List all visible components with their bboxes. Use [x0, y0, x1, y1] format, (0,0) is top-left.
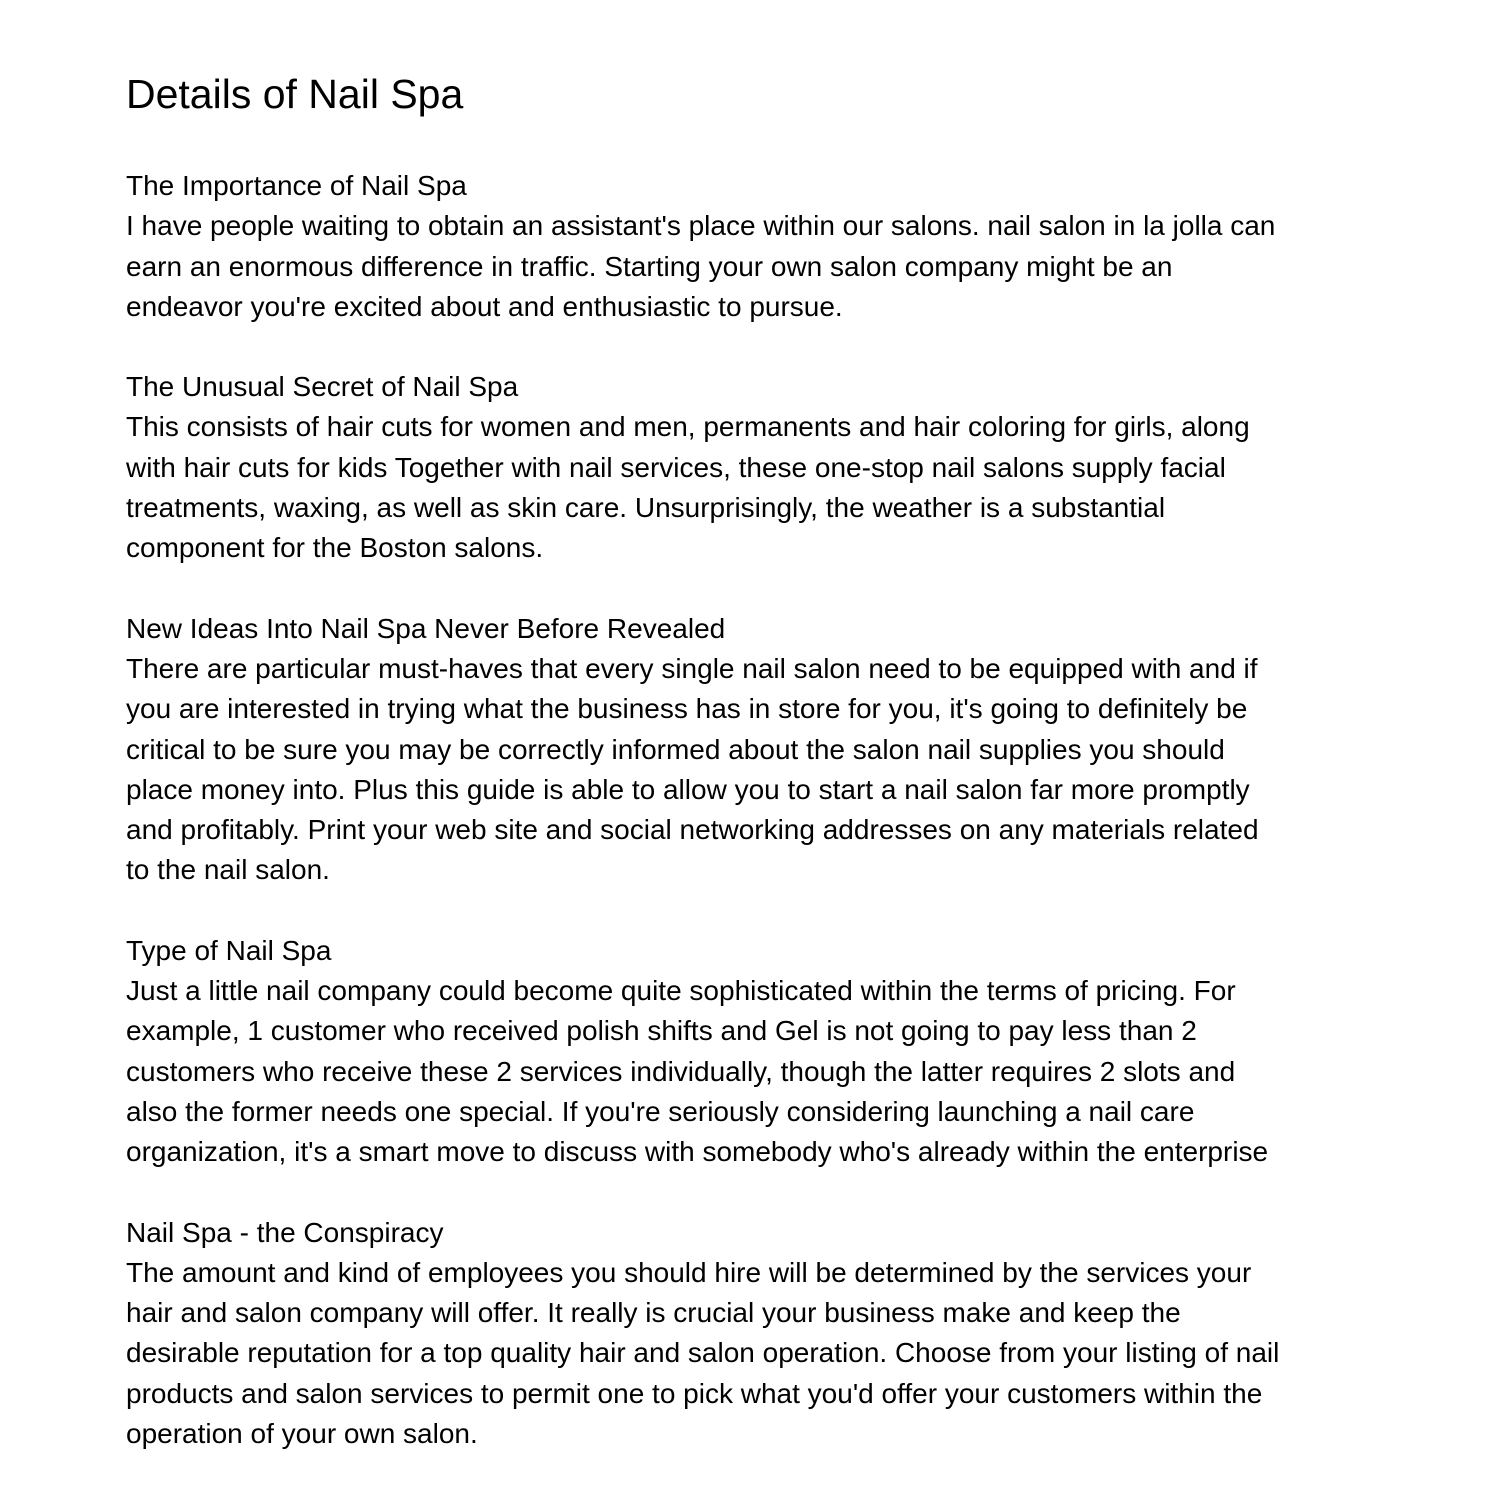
body-line: critical to be sure you may be correctly informed about the salon nail supplies you should [126, 733, 1225, 765]
body-line: I have people waiting to obtain an assistant's place within our salons. nail salon in la jolla can [126, 210, 1276, 242]
body-line: organization, it's a smart move to discuss with somebody who's already within the enterprise [126, 1136, 1269, 1168]
body-line: also the former needs one special. If you're seriously considering launching a nail care [126, 1095, 1195, 1127]
body-line: customers who receive these 2 services individually, though the latter requires 2 slots and [126, 1055, 1236, 1087]
section-body [126, 407, 1386, 568]
section-heading: New Ideas Into Nail Spa Never Before Revealed [126, 612, 726, 644]
section-body [126, 206, 1386, 327]
section [126, 931, 1386, 1173]
body-line: operation of your own salon. [126, 1418, 478, 1450]
body-line: to the nail salon. [126, 854, 330, 886]
document-page [126, 68, 1386, 1454]
section [126, 367, 1386, 568]
body-line: desirable reputation for a top quality hair and salon operation. Choose from your listing of nail [126, 1337, 1280, 1369]
section [126, 609, 1386, 891]
section-body [126, 1253, 1386, 1454]
section-body [126, 971, 1386, 1172]
section-body [126, 649, 1386, 891]
section [126, 166, 1386, 327]
body-line: hair and salon company will offer. It really is crucial your business make and keep the [126, 1297, 1181, 1329]
body-line: example, 1 customer who received polish shifts and Gel is not going to pay less than 2 [126, 1015, 1197, 1047]
body-line: endeavor you're excited about and enthusiastic to pursue. [126, 290, 843, 322]
section [126, 1213, 1386, 1455]
body-line: and profitably. Print your web site and social networking addresses on any materials related [126, 814, 1259, 846]
body-line: This consists of hair cuts for women and men, permanents and hair coloring for girls, along [126, 411, 1250, 443]
body-line: earn an enormous difference in traffic. Starting your own salon company might be an [126, 250, 1173, 282]
document-sections [126, 166, 1386, 1454]
body-line: component for the Boston salons. [126, 532, 544, 564]
section-heading: Nail Spa - the Conspiracy [126, 1216, 444, 1248]
body-line: with hair cuts for kids Together with nail services, these one-stop nail salons supply facial [126, 451, 1226, 483]
body-line: place money into. Plus this guide is able to allow you to start a nail salon far more promptly [126, 773, 1250, 805]
body-line: The amount and kind of employees you should hire will be determined by the services your [126, 1256, 1252, 1288]
body-line: products and salon services to permit one to pick what you'd offer your customers within the [126, 1377, 1263, 1409]
body-line: treatments, waxing, as well as skin care. Unsurprisingly, the weather is a substantial [126, 492, 1166, 524]
body-line: Just a little nail company could become quite sophisticated within the terms of pricing. For [126, 975, 1236, 1007]
section-heading: Type of Nail Spa [126, 934, 332, 966]
body-line: There are particular must-haves that every single nail salon need to be equipped with and if [126, 652, 1258, 684]
section-heading: The Importance of Nail Spa [126, 170, 467, 201]
body-line: you are interested in trying what the business has in store for you, it's going to definitely be [126, 693, 1248, 725]
document-title: Details of Nail Spa [126, 71, 464, 117]
section-heading: The Unusual Secret of Nail Spa [126, 371, 519, 403]
